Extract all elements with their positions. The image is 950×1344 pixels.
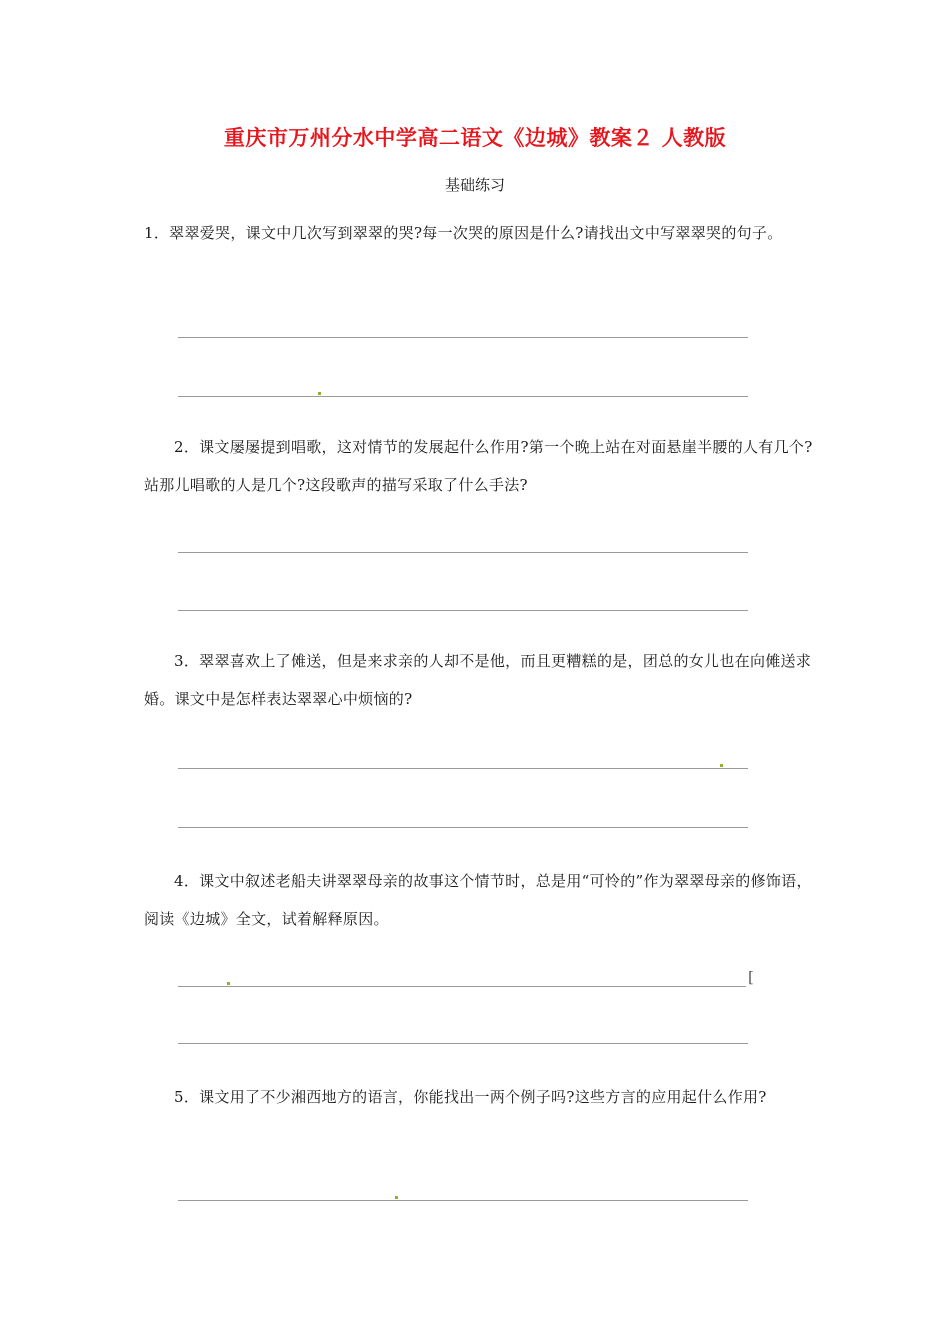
answer-line — [178, 337, 748, 338]
section-subtitle: 基础练习 — [444, 176, 505, 194]
document-title: 重庆市万州分水中学高二语文《边城》教案２ 人教版 — [223, 125, 727, 150]
answer-line — [178, 552, 748, 553]
question-3: 3．翠翠喜欢上了傩送，但是来求亲的人却不是他，而且更糟糕的是，团总的女儿也在向傩送求婚。课文中是怎样表达翠翠心中烦恼的? — [144, 652, 812, 708]
question-2: 2．课文屡屡提到唱歌，这对情节的发展起什么作用?第一个晚上站在对面悬崖半腰的人有几个?站那儿唱歌的人是几个?这段歌声的描写采取了什么手法? — [144, 438, 813, 494]
speck-mark — [227, 982, 230, 985]
speck-mark — [720, 764, 723, 767]
question-4: 4．课文中叙述老船夫讲翠翠母亲的故事这个情节时，总是用“可怜的”作为翠翠母亲的修饰语，阅读《边城》全文，试着解释原因。 — [144, 872, 812, 928]
answer-line — [178, 1043, 748, 1044]
answer-line — [178, 768, 748, 769]
answer-line — [178, 1200, 748, 1201]
answer-line — [178, 396, 748, 397]
speck-mark — [318, 392, 321, 395]
answer-line — [178, 986, 746, 987]
question-1: 1．翠翠爱哭，课文中几次写到翠翠的哭?每一次哭的原因是什么?请找出文中写翠翠哭的句子。 — [144, 224, 783, 242]
answer-line — [178, 610, 748, 611]
stray-bracket-mark: [ — [748, 968, 754, 986]
answer-line — [178, 827, 748, 828]
speck-mark — [395, 1196, 398, 1199]
question-5: 5．课文用了不少湘西地方的语言，你能找出一两个例子吗?这些方言的应用起什么作用? — [174, 1088, 767, 1106]
